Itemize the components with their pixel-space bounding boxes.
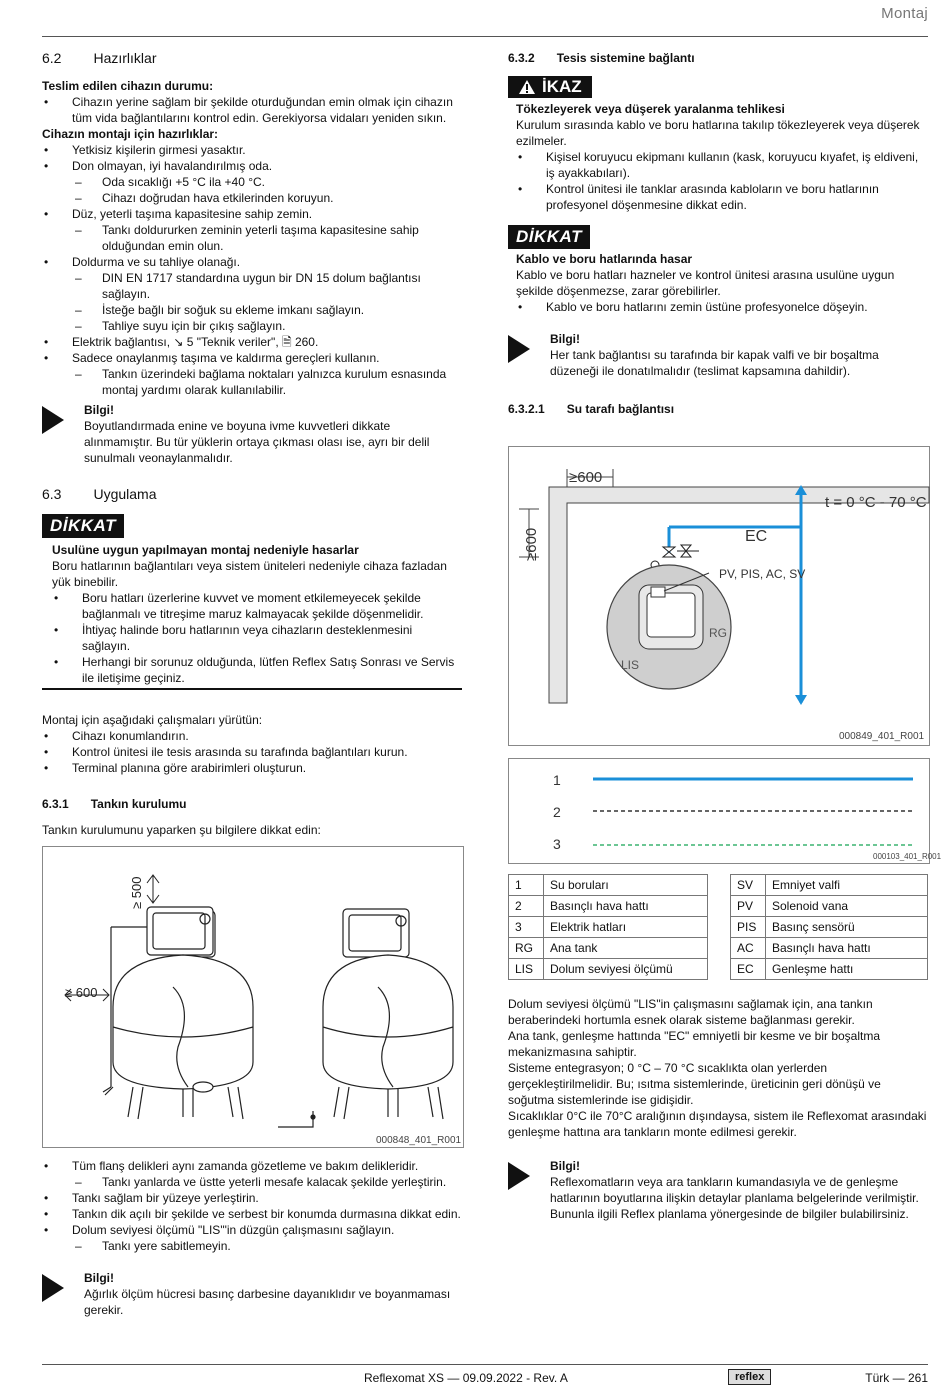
- line-legend-drawing: [509, 759, 942, 863]
- line-2-label: 2: [553, 804, 561, 820]
- electric-link-text[interactable]: Elektrik bağlantısı, ↘ 5 "Teknik veriler", 🗎 260.: [72, 335, 319, 349]
- legend-desc: Su boruları: [544, 875, 708, 896]
- list-item: • Düz, yeterli taşıma kapasitesine sahip zemin.: [42, 206, 462, 222]
- legend-desc: Basınçlı hava hattı: [544, 896, 708, 917]
- footer-page: Türk — 261: [865, 1371, 928, 1385]
- list-subitem: – Cihazı doğrudan hava etkilerinden koruyun.: [42, 190, 462, 206]
- list-subitem: – Tankı yere sabitlemeyin.: [42, 1238, 462, 1254]
- info-box: [42, 1270, 462, 1318]
- paragraph: Sisteme entegrasyon; 0 °C – 70 °C sıcaklıkta olan yerlerden gerçekleştirilmelidir. Bu; ısıtma sistemlerinde, üreticinin geri dönüşü ve soğutma sistemlerinde ise gidişidir.: [508, 1061, 881, 1107]
- list-subitem: – Oda sıcaklığı +5 °C ila +40 °C.: [42, 174, 462, 190]
- info-box: [508, 331, 928, 379]
- fig2-ec-label: EC: [745, 528, 768, 545]
- list-item: • Tüm flanş delikleri aynı zamanda gözetleme ve bakım delikleridir.: [42, 1158, 462, 1174]
- flow-arrow-down-icon: [795, 695, 807, 705]
- legend-table-right: [730, 874, 928, 980]
- legend-code: RG: [509, 938, 544, 959]
- info-title: Bilgi!: [550, 332, 580, 346]
- list-item: • Kablo ve boru hatlarını zemin üstüne profesyonelce döşeyin.: [516, 299, 928, 315]
- legend-code: SV: [731, 875, 766, 896]
- info-arrow-icon: [42, 1274, 64, 1302]
- list-item: • Don olmayan, iyi havalandırılmış oda.: [42, 158, 462, 174]
- warning-heading: Tökezleyerek veya düşerek yaralanma tehlikesi: [516, 102, 785, 116]
- fig1-dim-side: ≥ 600: [65, 985, 98, 1000]
- legend-table-left: [508, 874, 708, 980]
- list-item: • Cihazı konumlandırın.: [42, 728, 462, 744]
- legend-desc: Basınçlı hava hattı: [766, 938, 928, 959]
- list-subitem: – Tankın üzerindeki bağlama noktaları yalnızca kurulum esnasında montaj yardımı olarak kullanılabilir.: [42, 366, 462, 398]
- tank-clearance-drawing: [43, 847, 463, 1147]
- legend-row: [731, 875, 928, 896]
- legend-code: 1: [509, 875, 544, 896]
- list-item: • Kontrol ünitesi ile tesis arasında su tarafında bağlantıları kurun.: [42, 744, 462, 760]
- list-item: • Dolum seviyesi ölçümü "LIS"'in düzgün çalışmasını sağlayın.: [42, 1222, 462, 1238]
- legend-code: AC: [731, 938, 766, 959]
- info-arrow-icon: [42, 406, 64, 434]
- legend-row: [509, 959, 708, 980]
- list-item: • Sadece onaylanmış taşıma ve kaldırma gereçleri kullanın.: [42, 350, 462, 366]
- info-title: Bilgi!: [550, 1159, 580, 1173]
- section-6-3-1-heading: 6.3.1 Tankın kurulumu: [42, 797, 187, 811]
- fig2-temp-label: t = 0 °C - 70 °C: [825, 494, 927, 511]
- fig3-code: 000103_401_R001: [873, 852, 942, 861]
- list-subitem: – DIN EN 1717 standardına uygun bir DN 15 dolum bağlantısı sağlayın.: [42, 270, 462, 302]
- fig2-dim-side: ≥600: [523, 527, 540, 561]
- fig2-code: 000849_401_R001: [839, 731, 925, 742]
- list-item: • Doldurma ve su tahliye olanağı.: [42, 254, 462, 270]
- legend-row: [509, 938, 708, 959]
- legend-row: [731, 917, 928, 938]
- warning-triangle-icon: [518, 79, 536, 95]
- right-column: [508, 50, 928, 417]
- list-item: • Tankı sağlam bir yüzeye yerleştirin.: [42, 1190, 462, 1206]
- section-6-2-heading: 6.2 Hazırlıklar: [42, 50, 157, 66]
- caution-heading: Usulüne uygun yapılmayan montaj nedeniyle hasarlar: [52, 543, 359, 557]
- info-text: Ağırlık ölçüm hücresi basınç darbesine dayanıklıdır ve boyanmaması gerekir.: [84, 1287, 451, 1317]
- header-section: Montaj: [881, 5, 928, 22]
- mount-intro: Montaj için aşağıdaki çalışmaları yürütün:: [42, 713, 263, 727]
- list-subitem: – İsteğe bağlı bir soğuk su ekleme imkanı sağlayın.: [42, 302, 462, 318]
- header-rule: [42, 36, 928, 37]
- list-item: • Boru hatları üzerlerine kuvvet ve moment etkilemeyecek şekilde bağlanmalı ve titreşime maruz kalmayacak şekilde döşenmelidir.: [52, 590, 462, 622]
- caution-label: DİKKAT: [42, 514, 124, 538]
- fig2-lis-label: LIS: [621, 658, 640, 672]
- legend-desc: Basınç sensörü: [766, 917, 928, 938]
- info-box: [42, 402, 462, 466]
- fig1-code: 000848_401_R001: [376, 1135, 462, 1146]
- legend-code: PV: [731, 896, 766, 917]
- tank-intro: Tankın kurulumunu yaparken şu bilgilere dikkat edin:: [42, 823, 321, 837]
- caution-text: Kablo ve boru hatları hazneler ve kontrol ünitesi arasına usulüne uygun şekilde döşenmezse, zarar görebilirler.: [516, 268, 895, 298]
- caution-heading: Kablo ve boru hatlarında hasar: [516, 252, 693, 266]
- info-title: Bilgi!: [84, 403, 114, 417]
- list-item: • Kontrol ünitesi ile tanklar arasında kabloların ve boru hatlarının profesyonel döşenmesine dikkat edin.: [516, 181, 928, 213]
- legend-code: EC: [731, 959, 766, 980]
- info-title: Bilgi!: [84, 1271, 114, 1285]
- info-box: [508, 1158, 928, 1222]
- section-6-3-2-1-heading: 6.3.2.1 Su tarafı bağlantısı: [508, 402, 675, 416]
- legend-desc: Elektrik hatları: [544, 917, 708, 938]
- legend-row: [731, 938, 928, 959]
- legend-row: [731, 896, 928, 917]
- legend-desc: Ana tank: [544, 938, 708, 959]
- legend-row: [509, 917, 708, 938]
- list-item: • Cihazın yerine sağlam bir şekilde oturduğundan emin olmak için cihazın tüm vida bağlantılarını kontrol edin. Gerekiyorsa vidaları yeniden sıkın.: [42, 94, 462, 126]
- right-column-bottom: [508, 996, 928, 1222]
- info-text: Reflexomatların veya ara tankların kumandasıyla ve de genleşme hatlarının boyutlarına ilişkin detaylar planlama belgelerinde verilmiştir. Bununla ilgili Reflex planlama yönergesinde de bilgiler bulabilirsiniz.: [550, 1175, 919, 1221]
- list-item: • Tankın dik açılı bir şekilde ve serbest bir konumda durmasına dikkat edin.: [42, 1206, 462, 1222]
- paragraph: Dolum seviyesi ölçümü "LIS"in çalışmasını sağlamak için, ana tankın beraberindeki hortumla esnek olarak sisteme bağlanması gerekir.: [508, 997, 873, 1027]
- reflex-logo: reflex: [728, 1369, 771, 1385]
- warning-label: İKAZ: [508, 76, 592, 98]
- legend-desc: Dolum seviyesi ölçümü: [544, 959, 708, 980]
- info-arrow-icon: [508, 335, 530, 363]
- list-subitem: – Tankı doldururken zeminin yeterli taşıma kapasitesine sahip olduğundan emin olun.: [42, 222, 462, 254]
- legend-code: LIS: [509, 959, 544, 980]
- legend-row: [509, 875, 708, 896]
- delivery-state-heading: Teslim edilen cihazın durumu:: [42, 79, 214, 93]
- line-legend-figure: [508, 758, 942, 864]
- section-6-3-2-heading: 6.3.2 Tesis sistemine bağlantı: [508, 51, 695, 65]
- fig2-components-label: PV, PIS, AC, SV: [719, 567, 806, 581]
- legend-desc: Emniyet valfi: [766, 875, 928, 896]
- list-subitem: – Tahliye suyu için bir çıkış sağlayın.: [42, 318, 462, 334]
- line-3-label: 3: [553, 836, 561, 852]
- water-connection-figure: [508, 446, 930, 746]
- paragraph: Ana tank, genleşme hattında "EC" emniyetli bir kesme ve bir boşaltma mekanizmasına sahiptir.: [508, 1029, 881, 1059]
- legend-code: 2: [509, 896, 544, 917]
- legend-row: [731, 959, 928, 980]
- legend-code: PIS: [731, 917, 766, 938]
- section-6-3-heading: 6.3 Uygulama: [42, 486, 157, 502]
- legend-row: [509, 896, 708, 917]
- line-1-label: 1: [553, 772, 561, 788]
- legend-desc: Genleşme hattı: [766, 959, 928, 980]
- footer-doc: Reflexomat XS — 09.09.2022 - Rev. A: [364, 1371, 568, 1385]
- left-column-bottom: [42, 1158, 462, 1318]
- legend-code: 3: [509, 917, 544, 938]
- paragraph: Sıcaklıklar 0°C ile 70°C aralığının dışındaysa, sistem ile Reflexomat arasındaki genleşme hattına ara tankların monte edilmesi gerekir.: [508, 1109, 927, 1139]
- fig1-dim-top: ≥ 500: [129, 876, 144, 909]
- footer-rule: [42, 1364, 928, 1365]
- caution-label: DİKKAT: [508, 225, 590, 249]
- list-item: • İhtiyaç halinde boru hatlarının veya cihazların desteklenmesini sağlayın.: [52, 622, 462, 654]
- caution-text: Boru hatlarının bağlantıları veya sistem üniteleri nedeniyle cihaza fazladan yük binebilir.: [52, 559, 447, 589]
- info-text: Boyutlandırmada enine ve boyuna ivme kuvvetleri dikkate alınmamıştır. Bu tür yüklerin ortaya çıkması olası ise, ayrı bir delil sunulmalı veonaylanmalıdır.: [84, 419, 430, 465]
- left-column: [42, 50, 462, 838]
- list-subitem: – Tankı yanlarda ve üstte yeterli mesafe kalacak şekilde yerleştirin.: [42, 1174, 462, 1190]
- tank-clearance-figure: [42, 846, 464, 1148]
- list-item: • Terminal planına göre arabirimleri oluşturun.: [42, 760, 462, 776]
- fig2-dim-top: ≥600: [569, 469, 603, 486]
- list-item: • Yetkisiz kişilerin girmesi yasaktır.: [42, 142, 462, 158]
- list-item: • Herhangi bir sorunuz olduğunda, lütfen Reflex Satış Sonrası ve Servis ile iletişime geçiniz.: [52, 654, 462, 686]
- legend-desc: Solenoid vana: [766, 896, 928, 917]
- list-item: • Kişisel koruyucu ekipmanı kullanın (kask, koruyucu kıyafet, iş eldiveni, iş ayakkabıları).: [516, 149, 928, 181]
- list-item: [42, 334, 462, 350]
- fig2-rg-label: RG: [709, 626, 727, 640]
- water-connection-drawing: [509, 447, 929, 745]
- mount-prep-heading: Cihazın montajı için hazırlıklar:: [42, 127, 219, 141]
- warning-text: Kurulum sırasında kablo ve boru hatlarına takılıp tökezleyerek veya düşerek ezilmeler.: [516, 118, 920, 148]
- info-text: Her tank bağlantısı su tarafında bir kapak valfi ve bir boşaltma düzeneği ile donatılmalıdır (teslimat kapsamına dahildir).: [550, 348, 879, 378]
- info-arrow-icon: [508, 1162, 530, 1190]
